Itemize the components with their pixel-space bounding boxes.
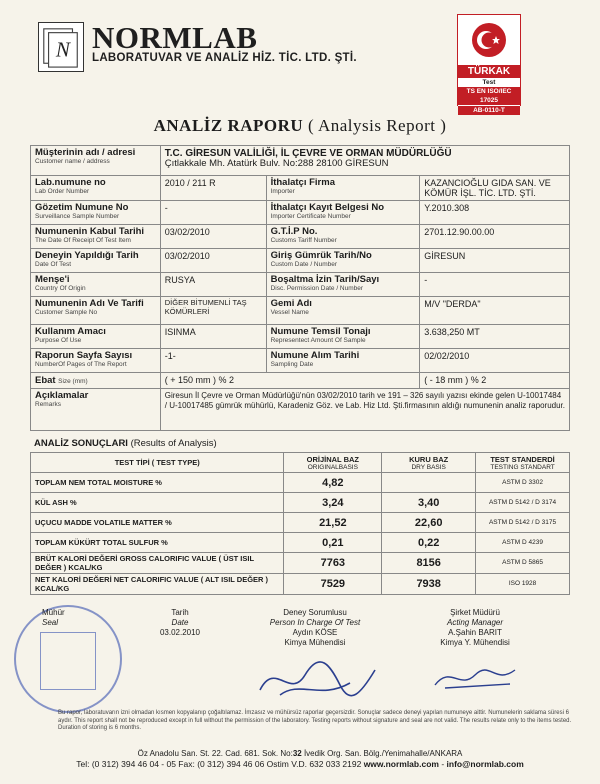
- original-value: 3,24: [284, 493, 382, 513]
- origin-value: RUSYA: [160, 273, 266, 297]
- receipt-date-label: Numunenin Kabul Tarihi: [35, 226, 145, 237]
- original-value: 7763: [284, 553, 382, 574]
- dry-value: 22,60: [382, 513, 476, 533]
- purpose-value: ISINMA: [160, 325, 266, 349]
- results-section-title: ANALİZ SONUÇLARI (Results of Analysis): [34, 438, 217, 449]
- test-responsible-signature: [250, 655, 380, 705]
- surveillance-value: -: [160, 201, 266, 225]
- table-row: [31, 493, 570, 513]
- tonnage-label: Numune Temsil Tonajı: [270, 326, 371, 337]
- purpose-label: Kullanım Amacı: [35, 326, 106, 337]
- sampling-date-value: 02/02/2010: [420, 349, 570, 373]
- customs-value: GİRESUN: [420, 249, 570, 273]
- dry-value: 3,40: [382, 493, 476, 513]
- table-row: [31, 533, 570, 553]
- seal-block: Mühür Seal: [42, 608, 65, 627]
- surveillance-label: Gözetim Numune No: [35, 202, 129, 213]
- test-name: TOPLAM KÜKÜRT TOTAL SULFUR %: [31, 533, 284, 553]
- original-value: 21,52: [284, 513, 382, 533]
- turkak-name: TÜRKAK: [458, 65, 520, 78]
- report-title-main: ANALİZ RAPORU: [153, 116, 304, 135]
- gtip-value: 2701.12.90.00.00: [420, 225, 570, 249]
- normlab-logo: [38, 22, 84, 72]
- origin-label: Menşe'i: [35, 274, 70, 285]
- sample-name-label: Numunenin Adı Ve Tarifi: [35, 298, 144, 309]
- footer-website-link[interactable]: www.normlab.com: [363, 759, 439, 769]
- test-responsible-block: Deney Sorumlusu Person In Charge Of Test Aydın KÖSE Kimya Mühendisi: [269, 608, 361, 647]
- test-name: UÇUCU MADDE VOLATILE MATTER %: [31, 513, 284, 533]
- customs-label: Giriş Gümrük Tarih/No: [270, 250, 372, 261]
- turkak-standard: TS EN ISO/IEC 17025: [458, 87, 520, 105]
- header-test-standard: TEST STANDERDİ TESTING STANDART: [476, 453, 570, 473]
- table-row: [31, 553, 570, 574]
- test-name: TOPLAM NEM TOTAL MOISTURE %: [31, 473, 284, 493]
- header-test-type: TEST TİPİ ( TEST TYPE): [31, 453, 284, 473]
- importer-value: KAZANCIOĞLU GIDA SAN. VE KÖMÜR İŞL. TİC. LTD. ŞTİ.: [420, 176, 570, 201]
- original-value: 0,21: [284, 533, 382, 553]
- cert-label: İthalatçı Kayıt Belgesi No: [270, 202, 385, 213]
- manager-signature: [430, 660, 520, 696]
- turkak-accreditation-badge: [457, 14, 521, 114]
- sampling-date-label: Numune Alım Tarihi: [270, 350, 360, 361]
- standard-value: ASTM D 4239: [476, 533, 570, 553]
- report-title: [0, 116, 600, 136]
- test-name: BRÜT KALORİ DEĞERİ GROSS CALORIFIC VALUE ( ÜST ISIL DEĞER ) KCAL/KG: [31, 553, 284, 574]
- report-footnote: Bu rapor, laboratuvarın izni olmadan kısmen kopyalanıp çoğaltılamaz. İmzasız ve mühürsüz raporlar geçersizdir. Sonuçlar sadece deneyi yapılan numuneye aittir. Numunelerin saklama süresi 6 aydır. This report shall not be reproduced except in full without the permission of the laboratory. Testing reports without signature and seal are not valid. The results relate only to the items tested. Duration of storing is 6 months.: [58, 710, 572, 731]
- customer-value-cell: T.C. GİRESUN VALİLİĞİ, İL ÇEVRE VE ORMAN MÜDÜRLÜĞÜ Çıtlakkale Mh. Atatürk Bulv. No:288 28100 GİRESUN: [160, 146, 569, 176]
- remarks-value: Giresun İl Çevre ve Orman Müdürlüğü'nün 03/02/2010 tarih ve 191 – 326 sayılı yazısı ekinde gelen U-10017484 / U-10017485 gümrük mühürlü, Karadeniz Göz. ve Lab. Hiz Ltd. Şti.firmasının aldığı numunenin analiz raporudur.: [160, 389, 569, 431]
- report-info-table: Müşterinin adı / adresi Customer name / address T.C. GİRESUN VALİLİĞİ, İL ÇEVRE VE ORMAN MÜDÜRLÜĞÜ Çıtlakkale Mh. Atatürk Bulv. No:288 28100 GİRESUN Lab.numune no Lab Order Number 2010 / 211 R İthalatçı Firma Importer KAZANCIOĞLU GIDA SAN. VE KÖMÜR İŞL. TİC. LTD. ŞTİ. Gözetim Numune No Surveillance Sample Number - İthalatçı Kayıt Belgesi No Importer Certificate Number Y.2010.308 Numunenin Kabul Tarihi The Date Of Receipt Of Test Item 03/02/2010 G.T.İ.P No. Customs Tariff Number 2701.12.90.00.00 Deneyin Yapıldığı Tarih Date Of Test 03/02/2010 Giriş Gümrük Tarih/No Custom Date / Number GİRESUN Menşe'i Country Of Origin RUSYA Boşaltma İzin Tarih/Sayı Disc. Permission Date / Number - Numunenin Adı Ve Tarifi Customer Sample No DİĞER BİTUMENLİ TAŞ KÖMÜRLERİ Gemi Adı Vessel Name M/V "DERDA" Kullanım Amacı Purpose Of Use ISINMA Numune Temsil Tonajı Representect Amount Of Sample 3.638,250 MT Raporun Sayfa Sayısı NumberOf Pages of The Report -1- Numune Alım Tarihi Sampling Date 02/02/2010 Ebat Size (mm) ( + 150 mm ) % 2 ( - 18 mm ) % 2 Açıklamalar Remarks Giresun İl Çevre ve Orman Müdürlüğü'nün 03/02/2010 tarih ve 191 – 326 sayılı yazısı ekinde gelen U-10017484 / U-10017485 gümrük mühürlü, Karadeniz Göz. ve Lab. Hiz Ltd. Şti.firmasının aldığı numunenin analiz raporudur.: [30, 145, 570, 431]
- sample-name-value: DİĞER BİTUMENLİ TAŞ KÖMÜRLERİ: [160, 297, 266, 325]
- page-footer: [0, 748, 600, 770]
- standard-value: ASTM D 5142 / D 3174: [476, 493, 570, 513]
- test-name: NET KALORİ DEĞERİ NET CALORIFIC VALUE ( ALT ISIL DEĞER ) KCAL/KG: [31, 574, 284, 595]
- standard-value: ASTM D 5142 / D 3175: [476, 513, 570, 533]
- original-value: 7529: [284, 574, 382, 595]
- importer-label: İthalatçı Firma: [270, 177, 335, 188]
- footer-address: Öz Anadolu San. St. 22. Cad. 681. Sok. No:32 İvedik Org. San. Bölg./Yenimahalle/ANKARA: [137, 749, 463, 758]
- header-original-basis: ORİJİNAL BAZ ORIGINALBASIS: [284, 453, 382, 473]
- cert-value: Y.2010.308: [420, 201, 570, 225]
- permit-value: -: [420, 273, 570, 297]
- table-row: [31, 473, 570, 493]
- standard-value: ASTM D 3302: [476, 473, 570, 493]
- company-name: LABORATUVAR VE ANALİZ HİZ. TİC. LTD. ŞTİ.: [92, 52, 357, 64]
- customer-label-cell: Müşterinin adı / adresi Customer name / address: [31, 146, 161, 176]
- date-block: Tarih Date 03.02.2010: [159, 608, 201, 637]
- vessel-label: Gemi Adı: [270, 298, 312, 309]
- size-value-minus: ( - 18 mm ) % 2: [420, 373, 570, 389]
- original-value: 4,82: [284, 473, 382, 493]
- receipt-date-value: 03/02/2010: [160, 225, 266, 249]
- dry-value: [382, 473, 476, 493]
- dry-value: 0,22: [382, 533, 476, 553]
- standard-value: ISO 1928: [476, 574, 570, 595]
- size-label: Ebat: [35, 375, 56, 386]
- svg-text:N: N: [55, 37, 70, 62]
- table-row: [31, 574, 570, 595]
- turkak-test: Test: [482, 79, 496, 86]
- header-dry-basis: KURU BAZ DRY BASIS: [382, 453, 476, 473]
- permit-label: Boşaltma İzin Tarih/Sayı: [270, 274, 380, 285]
- test-name: KÜL ASH %: [31, 493, 284, 513]
- lab-no-label: Lab.numune no: [35, 177, 106, 188]
- results-header-row: [31, 453, 570, 473]
- stamp-logo-mark: [40, 632, 96, 690]
- table-row: [31, 513, 570, 533]
- results-table: [30, 452, 570, 595]
- test-date-value: 03/02/2010: [160, 249, 266, 273]
- turkak-code: AB-0110-T: [458, 105, 520, 115]
- dry-value: 7938: [382, 574, 476, 595]
- test-date-label: Deneyin Yapıldığı Tarih: [35, 250, 139, 261]
- standard-value: ASTM D 5865: [476, 553, 570, 574]
- footer-contact: Tel: (0 312) 394 46 04 - 05 Fax: (0 312) 394 46 06 Ostim V.D. 632 033 2192 www.normlab.com - info@normlab.com: [76, 759, 524, 769]
- pages-label: Raporun Sayfa Sayısı: [35, 350, 133, 361]
- gtip-label: G.T.İ.P No.: [270, 226, 318, 237]
- brand-name: NORMLAB: [92, 20, 258, 55]
- turkak-emblem-icon: [469, 20, 509, 60]
- footer-email-link[interactable]: info@normlab.com: [446, 759, 524, 769]
- dry-value: 8156: [382, 553, 476, 574]
- report-title-en: ( Analysis Report ): [307, 116, 447, 135]
- remarks-label: Açıklamalar: [35, 390, 89, 401]
- lab-no-value: 2010 / 211 R: [160, 176, 266, 201]
- vessel-value: M/V "DERDA": [420, 297, 570, 325]
- tonnage-value: 3.638,250 MT: [420, 325, 570, 349]
- size-value-plus: ( + 150 mm ) % 2: [160, 373, 419, 389]
- manager-block: Şirket Müdürü Acting Manager A.Şahin BARIT Kimya Y. Mühendisi: [440, 608, 510, 647]
- pages-value: -1-: [160, 349, 266, 373]
